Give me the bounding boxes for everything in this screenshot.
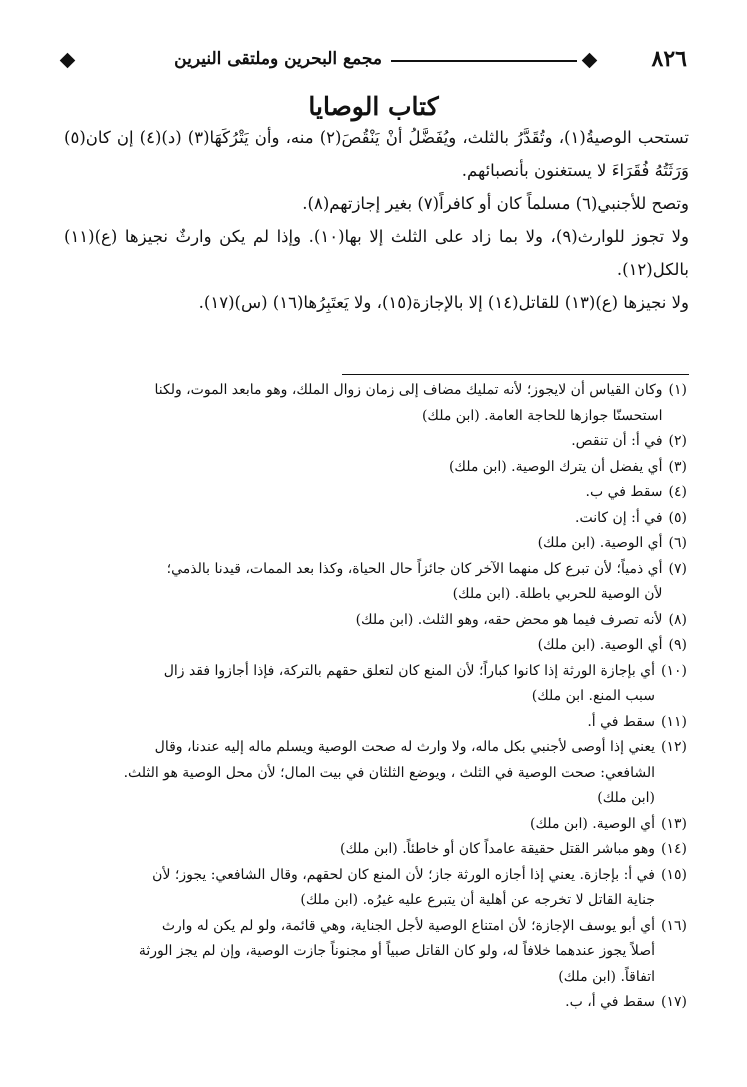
footnote-line: أي أبو يوسف الإجازة؛ لأن امتناع الوصية لأجل الجناية، وهي قائمة، ولو لم يكن له وارث <box>161 917 656 934</box>
footnote-line: سقط في أ، ب. <box>565 994 656 1010</box>
footnote-number: (٨) <box>668 611 687 628</box>
main-text <box>64 121 689 319</box>
footnote-number: (١٧) <box>661 994 687 1010</box>
footnote-line: الشافعي: صحت الوصية في الثلث ، ويوضع الثلثان في بيت المال؛ لأن محل الوصية هو الثلث. <box>123 764 656 781</box>
footnote-line: أي يفضل أن يترك الوصية. (ابن ملك) <box>448 458 663 475</box>
footnote <box>48 429 687 455</box>
footnote <box>48 633 687 659</box>
footnote-number: (٣) <box>668 458 687 475</box>
footnote <box>48 480 687 506</box>
header-ornament-right <box>582 53 598 69</box>
footnote-number: (١٦) <box>661 917 687 934</box>
footnote <box>48 378 687 429</box>
footnote-line: لأن الوصية للحربي باطلة. (ابن ملك) <box>452 586 663 602</box>
footnote <box>48 735 687 812</box>
footnote <box>48 531 687 557</box>
main-paragraph-4: ولا نجيزها (ع)(١٣) للقاتل(١٤) إلا بالإجازة(١٥)، ولا يَعتَبِرُها(١٦) (س)(١٧). <box>198 293 689 312</box>
footnote-line: في أ: أن تنقص. <box>571 433 663 449</box>
footnote-line: في أ: بإجازة. يعني إذا أجازه الورثة جاز؛ لأن المنع كان لحقهم، وقال الشافعي: يجوز؛ لأن <box>152 866 656 883</box>
footnote-number: (١٥) <box>661 866 687 883</box>
footnote <box>48 455 687 481</box>
footnote-line: جناية القاتل لا تخرجه عن أهلية أن يتبرع عليه غيرُه. (ابن ملك) <box>300 892 656 908</box>
footnote-line: أي الوصية. (ابن ملك) <box>537 637 663 653</box>
footnote-line: أي الوصية. (ابن ملك) <box>537 535 663 551</box>
main-paragraph-2: وتصح للأجنبي(٦) مسلماً كان أو كافراً(٧) بغير إجازتهم(٨). <box>302 194 689 213</box>
footnote-number: (١٣) <box>661 815 687 832</box>
footnote-number: (٧) <box>668 560 687 577</box>
footnote-line: اتفاقاً. (ابن ملك) <box>558 968 656 985</box>
footnote <box>48 837 687 863</box>
footnote-number: (١٢) <box>661 739 687 755</box>
footnote-line: سقط في ب. <box>585 484 663 500</box>
footnote <box>48 710 687 736</box>
footnote-number: (١٤) <box>661 841 687 857</box>
footnote-line: استحسنّا جوازها للحاجة العامة. (ابن ملك) <box>421 407 663 424</box>
page-number: ٨٢٦ <box>651 46 687 72</box>
footnote-line: يعني إذا أوصى لأجنبي بكل ماله، ولا وارث له صحت الوصية ويسلم ماله إليه عندنا، وقال <box>154 739 656 755</box>
chapter-title: كتاب الوصايا <box>308 92 439 121</box>
footnote-line: أي بإجازة الورثة إذا كانوا كباراً؛ لأن المنع كان لتعلق حقهم بالتركة، فإذا أجازوا فقد زال <box>163 662 656 679</box>
footnote-line: في أ: إن كانت. <box>575 509 663 526</box>
footnote-number: (٥) <box>668 509 687 526</box>
footnote-line: وهو مباشر القتل حقيقة عامداً كان أو خاطئاً. (ابن ملك) <box>340 841 656 857</box>
footnote-line: أي الوصية. (ابن ملك) <box>530 815 656 832</box>
footnote-number: (١١) <box>661 713 687 730</box>
running-header <box>62 46 687 78</box>
footnote-number: (٦) <box>668 535 687 551</box>
footnote-line: سبب المنع. ابن ملك) <box>531 688 656 704</box>
footnote <box>48 557 687 608</box>
footnote-number: (١) <box>668 382 687 398</box>
footnote <box>48 990 687 1016</box>
footnote <box>48 812 687 838</box>
footnotes <box>48 378 687 1016</box>
footnote-line: وكان القياس أن لايجوز؛ لأنه تمليك مضاف إلى زمان زوال الملك، وهو مابعد الموت، ولكنا <box>154 382 663 398</box>
footnote-separator <box>342 374 689 375</box>
footnote-line: سقط في أ. <box>587 713 656 730</box>
running-title: مجمع البحرين وملتقى النيرين <box>174 49 382 69</box>
main-paragraph-1: تستحب الوصيةُ(١)، وتُقَدَّرُ بالثلث، ويُفَضَّلُ أنْ يَنْقُصَ(٢) منه، وأن يَتْرُكَهَا(٣) (د)(٤) إن كان(٥) وَرَثَتُهُ فُقَرَاءَ لا يستغنون بأنصبائهم. <box>64 128 690 180</box>
header-ornament-left <box>60 53 76 69</box>
footnote <box>48 506 687 532</box>
header-rule <box>391 60 577 62</box>
footnote-number: (٩) <box>668 637 687 653</box>
footnote-line: أصلاً يجوز عندهما خلافاً له، ولو كان القاتل صبياً أو مجنوناً جازت الوصية، وإن لم يجز الورثة <box>138 943 656 959</box>
footnote-number: (١٠) <box>661 662 687 679</box>
footnote <box>48 608 687 634</box>
footnote-line: (ابن ملك) <box>597 790 656 806</box>
footnote-line: أي ذمياً؛ لأن تبرع كل منهما الآخر كان جائزاً حال الحياة، وكذا بعد الممات، قيدنا بالذمي؛ <box>166 560 663 577</box>
footnote <box>48 914 687 991</box>
footnote-number: (٤) <box>668 484 687 500</box>
footnote <box>48 659 687 710</box>
footnote-line: لأنه تصرف فيما هو محض حقه، وهو الثلث. (ابن ملك) <box>355 611 663 628</box>
footnote <box>48 863 687 914</box>
footnote-number: (٢) <box>668 433 687 449</box>
main-paragraph-3: ولا تجوز للوارث(٩)، ولا بما زاد على الثلث إلا بها(١٠). وإذا لم يكن وارثٌ نجيزها (ع)(١١) بالكل(١٢). <box>64 227 690 279</box>
